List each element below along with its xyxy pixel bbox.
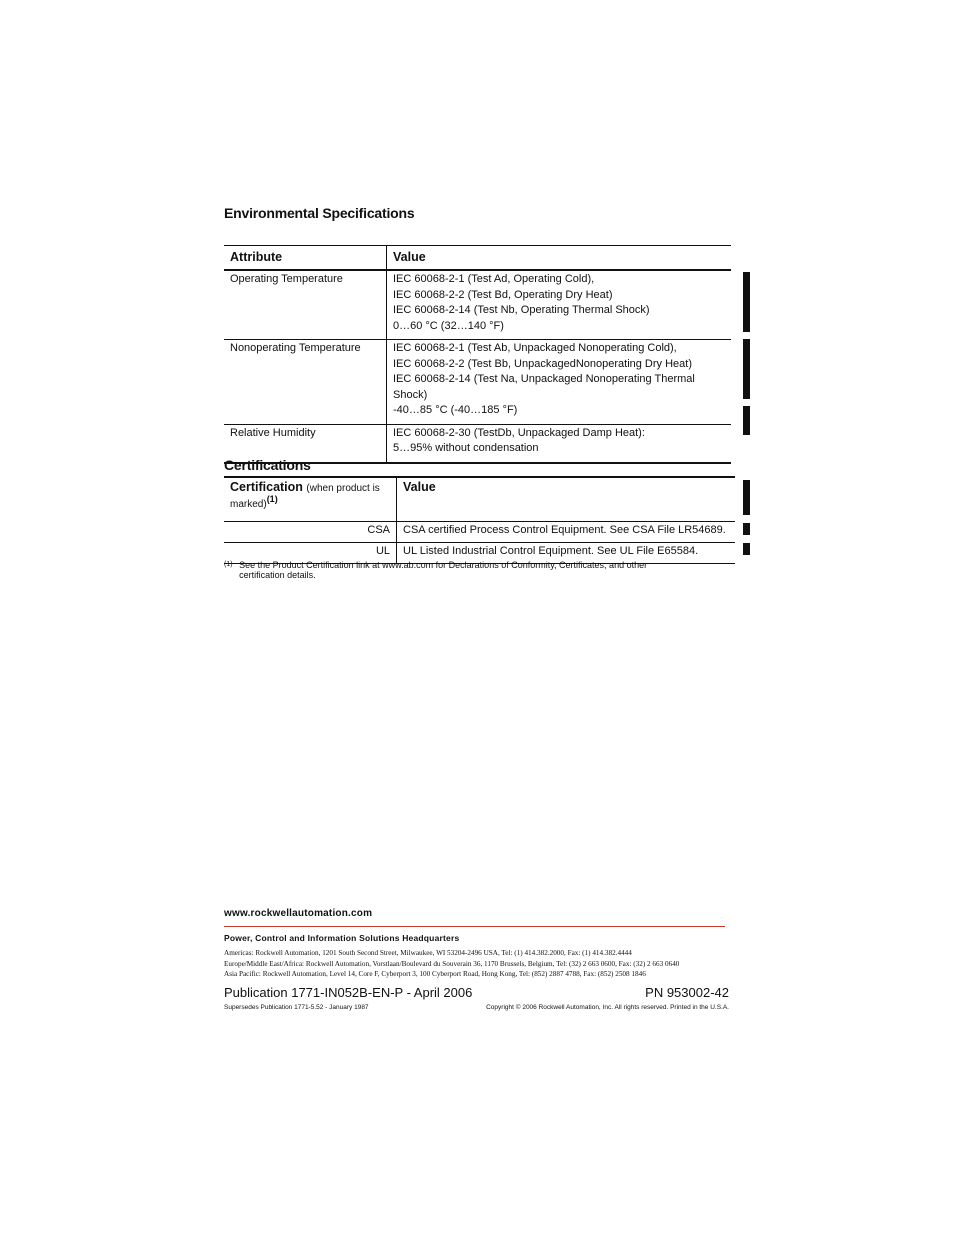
value-line: 0…60 °C (32…140 °F) — [393, 319, 504, 332]
env-section-title: Environmental Specifications — [224, 205, 415, 221]
address-line: Europe/Middle East/Africa: Rockwell Automation, Vorstlaan/Boulevard du Souverain 36, 1170 Brussels, Belgium, Tel: (32) 2 663 0600, Fax: (32) 2 663 0640 — [224, 959, 680, 968]
footer-addresses — [224, 948, 729, 980]
value-cell — [387, 270, 732, 340]
supersedes-note: Supersedes Publication 1771-5.52 - January 1987 — [224, 1004, 369, 1011]
address-line: Asia Pacific: Rockwell Automation, Level 14, Core F, Cyberport 3, 100 Cyberport Road, Hong Kong, Tel: (852) 2887 4788, Fax: (852) 2508 1846 — [224, 970, 646, 978]
table-header-row — [224, 477, 735, 522]
change-bar — [743, 543, 750, 555]
certification-name-cell: CSA — [224, 522, 397, 543]
certification-value-cell: CSA certified Process Control Equipment. See CSA File LR54689. — [403, 524, 726, 536]
value-line: IEC 60068-2-14 (Test Nb, Operating Thermal Shock) — [393, 304, 650, 316]
value-line: IEC 60068-2-2 (Test Bd, Operating Dry Heat) — [393, 288, 613, 301]
column-header-attribute: Attribute — [224, 246, 387, 271]
column-header-certification — [224, 477, 397, 522]
copyright-notice: Copyright © 2006 Rockwell Automation, Inc. All rights reserved. Printed in the U.S.A. — [486, 1004, 729, 1011]
footer-headquarters: Power, Control and Information Solutions Headquarters — [224, 933, 460, 943]
value-cell — [387, 424, 732, 463]
change-bar — [743, 480, 750, 515]
column-header-value: Value — [403, 480, 436, 494]
certification-header-label: Certification — [230, 480, 303, 494]
change-bar — [743, 339, 750, 399]
value-line: -40…85 °C (-40…185 °F) — [393, 404, 518, 416]
change-bar — [743, 523, 750, 535]
cert-section-title: Certifications — [224, 457, 311, 473]
value-line: 5…95% without condensation — [393, 442, 539, 454]
attribute-cell: Relative Humidity — [224, 424, 387, 463]
value-line: IEC 60068-2-2 (Test Bb, UnpackagedNonoperating Dry Heat) — [393, 357, 692, 370]
column-header-value: Value — [393, 250, 426, 264]
footer-website: www.rockwellautomation.com — [224, 908, 373, 919]
table-header-row — [224, 246, 731, 271]
change-bar — [743, 272, 750, 332]
attribute-cell: Operating Temperature — [224, 270, 387, 340]
table-row — [224, 522, 735, 543]
value-cell — [387, 340, 732, 425]
value-line: IEC 60068-2-1 (Test Ad, Operating Cold), — [393, 273, 595, 285]
address-line: Americas: Rockwell Automation, 1201 South Second Street, Milwaukee, WI 53204-2496 USA, Tel: (1) 414.382.2000, Fax: (1) 414.382.4444 — [224, 949, 632, 957]
environmental-spec-table — [224, 245, 731, 464]
attribute-cell: Nonoperating Temperature — [224, 340, 387, 425]
certification-footnote — [224, 560, 664, 580]
footnote-ref: (1) — [266, 494, 278, 504]
certification-header-note: (when product is marked) — [230, 483, 380, 511]
footnote-mark: (1) — [224, 561, 233, 568]
value-line: IEC 60068-2-30 (TestDb, Unpackaged Damp Heat): — [393, 426, 645, 439]
footnote-text: See the Product Certification link at www.ab.com for Declarations of Conformity, Certificates, and other certification details. — [239, 560, 648, 580]
publication-number: Publication 1771-IN052B-EN-P - April 2006 — [224, 985, 473, 1000]
footer-divider — [224, 926, 725, 927]
part-number: PN 953002-42 — [645, 985, 729, 1000]
value-line: IEC 60068-2-1 (Test Ab, Unpackaged Nonoperating Cold), — [393, 342, 677, 354]
table-row — [224, 270, 731, 340]
value-line: IEC 60068-2-14 (Test Na, Unpackaged Nonoperating Thermal Shock) — [393, 373, 695, 401]
change-bar — [743, 406, 750, 435]
certifications-table — [224, 476, 735, 564]
table-row — [224, 340, 731, 425]
certification-value-cell: UL Listed Industrial Control Equipment. See UL File E65584. — [403, 545, 699, 557]
certification-name-cell: UL — [224, 543, 397, 564]
